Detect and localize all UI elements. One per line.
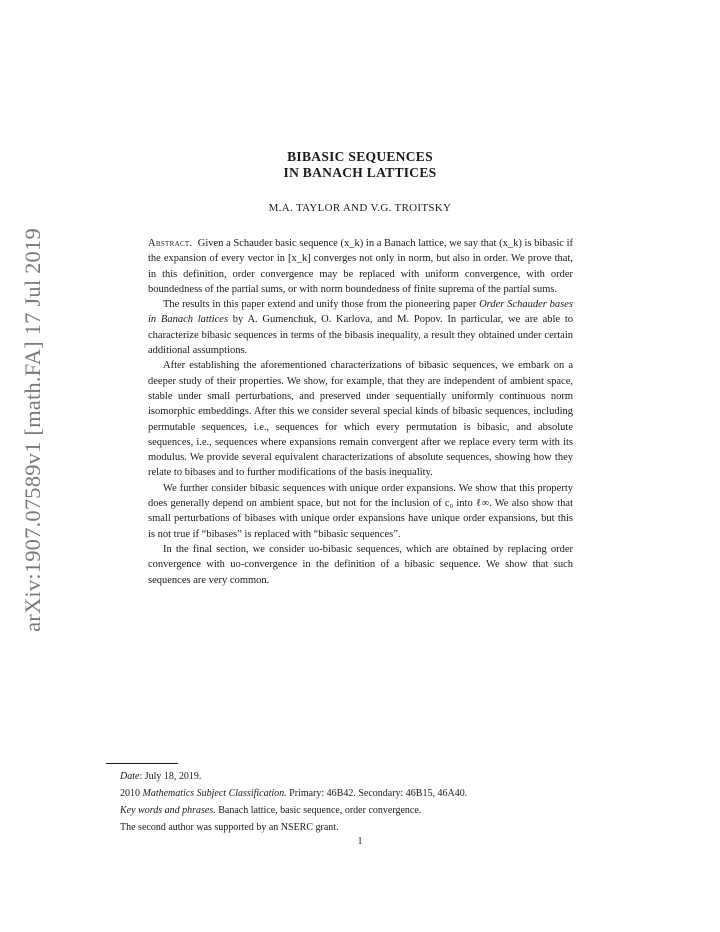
abstract-p2-text-a: The results in this paper extend and unify those from the pioneering paper [163,299,480,311]
paper-title [0,149,720,181]
keywords-value: Banach lattice, basic sequence, order convergence. [215,805,422,816]
title-line-1: BIBASIC SEQUENCES [287,149,433,164]
footnote-msc [106,785,626,802]
abstract-paragraph-4: We further consider bibasic sequences with unique order expansions. We show that this property does generally depend on ambient space, but not for the inclusion of c₀ into ℓ∞. We also show that small perturbations of bibases with unique order expansions have unique order expansions, but this is not true if “bibases” is replaced with “bibasic sequences”. [148,482,573,540]
footnotes [106,768,626,836]
footnote-grant: The second author was supported by an NSERC grant. [120,822,339,833]
abstract-paragraph-1 [148,236,573,297]
footnote-rule [106,763,178,764]
arxiv-stamp [10,215,56,645]
msc-prefix: 2010 [120,788,143,799]
arxiv-identifier: arXiv:1907.07589v1 [math.FA] 17 Jul 2019 [20,228,45,632]
abstract-p2-text-b: by A. Gumenchuk, O. Karlova, and M. Popov. In particular, we are able to characterize bibasic sequences in terms of the bibasis inequality, a result they obtained under certain additional assumptions. [148,314,573,357]
cited-paper-title: Order Schauder bases in Banach lattices [148,299,574,326]
abstract-p1-text: Given a Schauder basic sequence (x_k) in a Banach lattice, we say that (x_k) is bibasic if the expansion of every vector in [x_k] converges not only in norm, but also in order. We prove that, in this definition, order convergence may be replaced with uniform convergence, with order boundedness of the partial sums, or with norm boundedness of finite suprema of the partial sums. [148,238,573,295]
keywords-label: Key words and phrases. [120,805,216,816]
abstract-paragraph-5: In the final section, we consider uo-bibasic sequences, which are obtained by replacing order convergence with uo-convergence in the definition of a bibasic sequence. We show that such sequences are very common. [148,543,573,586]
footnote-date [106,768,626,785]
abstract-paragraph-3: After establishing the aforementioned characterizations of bibasic sequences, we embark on a deeper study of their properties. We show, for example, that they are independent of ambient space, stable under small perturbations, and preserved under sequentially uniformly continuous norm isomorphic embeddings. After this we consider several special kinds of bibasic sequences, including permutable sequences, i.e., sequences for which every permutation is bibasic, and absolute sequences, i.e., sequences where expansions remain convergent after we replace every term with its modulus. We provide several equivalent characterizations of absolute sequences, showing how they relate to bibases and to further modifications of the basis inequality. [148,360,573,479]
paper-authors: M.A. TAYLOR AND V.G. TROITSKY [268,202,452,214]
page-number: 1 [357,836,363,847]
abstract [148,236,573,588]
date-label: Date [120,771,140,782]
msc-label: Mathematics Subject Classification. [142,788,287,799]
abstract-heading: Abstract. [148,238,193,249]
abstract-paragraph-2 [148,297,573,358]
msc-value: Primary: 46B42. Secondary: 46B15, 46A40. [286,788,468,799]
date-value: : July 18, 2019. [139,771,202,782]
footnote-keywords [106,802,626,819]
title-line-2: IN BANACH LATTICES [283,165,437,180]
